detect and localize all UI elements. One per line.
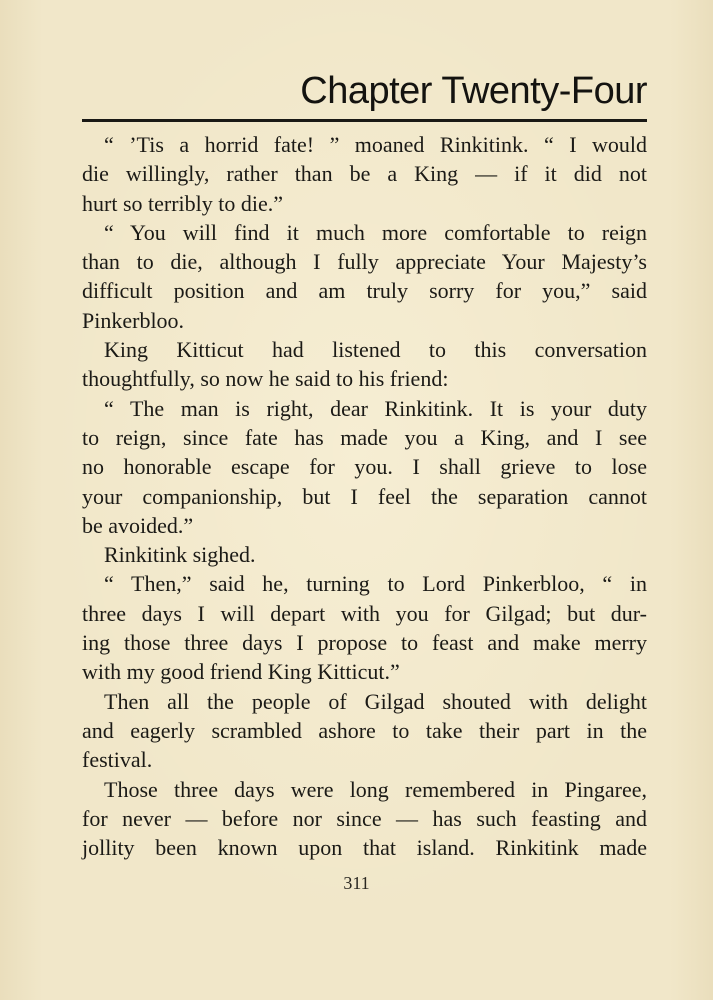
text-line: ing those three days I propose to feast and make merry [82, 630, 647, 656]
text-line: for never — before nor since — has such feasting and [82, 805, 647, 831]
text-line: to reign, since fate has made you a King, and I see [82, 424, 647, 450]
text-line: King Kitticut had listened to this conversation [104, 337, 647, 363]
text-line: Pinkerbloo. [82, 307, 185, 333]
text-line: thoughtfully, so now he said to his friend: [82, 366, 449, 392]
body-text [82, 130, 647, 862]
text-line: “ Then,” said he, turning to Lord Pinkerbloo, “ in [104, 571, 647, 597]
title-rule [82, 119, 647, 122]
text-line: “ You will find it much more comfortable to reign [104, 219, 647, 245]
text-line: than to die, although I fully appreciate Your Majesty’s [82, 249, 647, 275]
chapter-title: Chapter Twenty-Four [300, 70, 647, 112]
text-line: Rinkitink sighed. [104, 542, 256, 568]
text-line: your companionship, but I feel the separation cannot [82, 483, 647, 509]
text-line: with my good friend King Kitticut.” [82, 659, 400, 685]
text-line: “ ’Tis a horrid fate! ” moaned Rinkitink. “ I would [104, 132, 647, 157]
text-line: be avoided.” [82, 512, 194, 538]
text-line: no honorable escape for you. I shall grieve to lose [82, 454, 647, 480]
text-line: festival. [82, 747, 153, 773]
text-line: difficult position and am truly sorry for you,” said [82, 278, 647, 304]
text-line: and eagerly scrambled ashore to take their part in the [82, 717, 647, 743]
page-number: 311 [343, 873, 370, 893]
text-line: die willingly, rather than be a King — if it did not [82, 161, 647, 187]
text-line: Then all the people of Gilgad shouted with delight [104, 688, 647, 714]
text-line: Those three days were long remembered in Pingaree, [104, 776, 647, 802]
text-line: hurt so terribly to die.” [82, 190, 284, 216]
text-line: “ The man is right, dear Rinkitink. It is your duty [104, 395, 647, 421]
text-line: three days I will depart with you for Gilgad; but dur- [82, 600, 647, 626]
text-line: jollity been known upon that island. Rinkitink made [82, 835, 647, 861]
